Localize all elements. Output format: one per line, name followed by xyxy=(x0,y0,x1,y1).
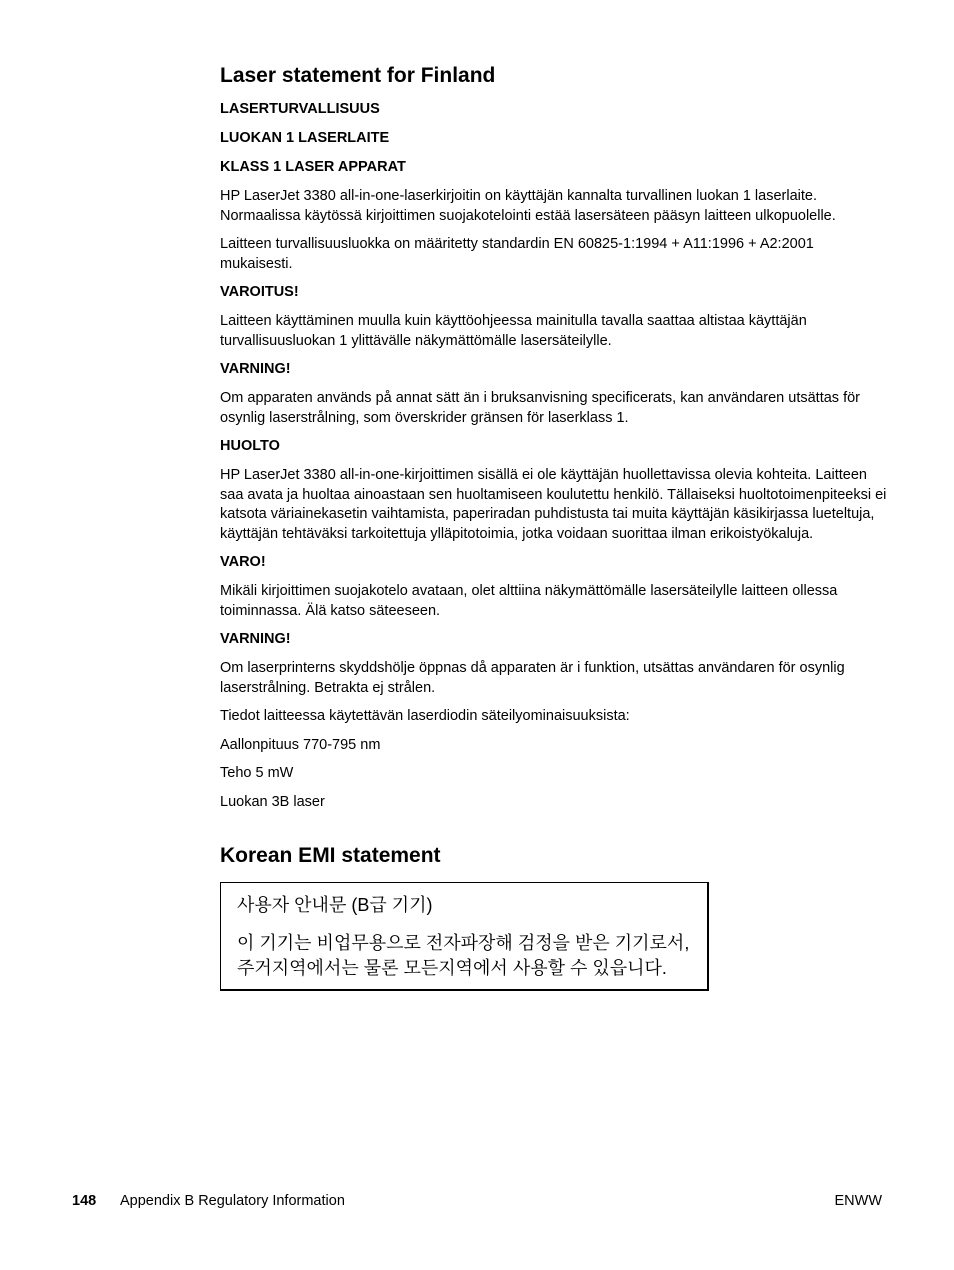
label-luokan-1: LUOKAN 1 LASERLAITE xyxy=(220,130,390,146)
page-number: 148 xyxy=(72,1193,97,1209)
paragraph-intro: HP LaserJet 3380 all-in-one-laserkirjoitin on käyttäjän kannalta turvallinen luokan 1 laserlaite. Normaalissa käytössä kirjoittimen suojakotelointi estää lasersäteen pääsyn laitteen ulkopuolelle. xyxy=(220,188,836,224)
label-varning-1: VARNING! xyxy=(220,361,291,377)
footer-title: Appendix B Regulatory Information xyxy=(120,1193,345,1209)
paragraph-varning-2: Om laserprinterns skyddshölje öppnas då apparaten är i funktion, utsättas användaren för osynlig laserstrålning. Betrakta ej strålen. xyxy=(220,660,845,696)
label-varo: VARO! xyxy=(220,554,266,570)
footer-enww: ENWW xyxy=(834,1193,882,1209)
paragraph-class: Luokan 3B laser xyxy=(220,793,325,810)
paragraph-wavelength: Aallonpituus 770-795 nm xyxy=(220,736,381,753)
paragraph-varning-1: Om apparaten används på annat sätt än i bruksanvisning specificerats, kan användaren utsättas för osynlig laserstrålning, som överskrider gränsen för laserklass 1. xyxy=(220,390,860,426)
label-laserturvallisuus: LASERTURVALLISUUS xyxy=(220,101,380,117)
paragraph-varo: Mikäli kirjoittimen suojakotelo avataan, olet alttiina näkymättömälle lasersäteilylle laitteen ollessa toiminnassa. Älä katso säteeseen. xyxy=(220,583,838,619)
section-title-korean: Korean EMI statement xyxy=(220,844,441,867)
section-title-finland: Laser statement for Finland xyxy=(220,64,496,87)
paragraph-standard: Laitteen turvallisuusluokka on määritetty standardin EN 60825-1:1994 + A11:1996 + A2:2001 mukaisesti. xyxy=(220,236,814,272)
label-varoitus: VAROITUS! xyxy=(220,284,299,300)
paragraph-huolto: HP LaserJet 3380 all-in-one-kirjoittimen sisällä ei ole käyttäjän huollettavissa olevia kohteita. Laitteen saa avata ja huoltaa ainoastaan sen huoltamiseen koulutettu henkilö. Tällaiseksi huoltotoimenpiteeksi ei katsota väriainekasetin vaihtamista, paperiradan puhdistusta tai muita käyttäjän käsikirjassa lueteltuja, käyttäjän tehtäväksi tarkoitettuja ylläpitotoimia, jotka voidaan suorittaa ilman erikoistyökaluja. xyxy=(220,467,887,542)
page-content xyxy=(220,62,890,991)
korean-box-text: 이 기기는 비업무용으로 전자파장해 검정을 받은 기기로서, 주거지역에서는 물론 모든지역에서 사용할 수 있읍니다. xyxy=(237,933,690,978)
korean-box-heading: 사용자 안내문 (B급 기기) xyxy=(237,895,433,915)
paragraph-diode-info: Tiedot laitteessa käytettävän laserdiodin säteilyominaisuuksista: xyxy=(220,708,630,724)
label-klass-1: KLASS 1 LASER APPARAT xyxy=(220,159,406,175)
paragraph-power: Teho 5 mW xyxy=(220,765,294,781)
label-varning-2: VARNING! xyxy=(220,631,291,647)
label-huolto: HUOLTO xyxy=(220,438,280,454)
korean-statement-box xyxy=(220,882,709,991)
paragraph-varoitus: Laitteen käyttäminen muulla kuin käyttöohjeessa mainitulla tavalla saattaa altistaa käyttäjän turvallisuusluokan 1 ylittävälle näkymättömälle lasersäteilylle. xyxy=(220,313,807,349)
